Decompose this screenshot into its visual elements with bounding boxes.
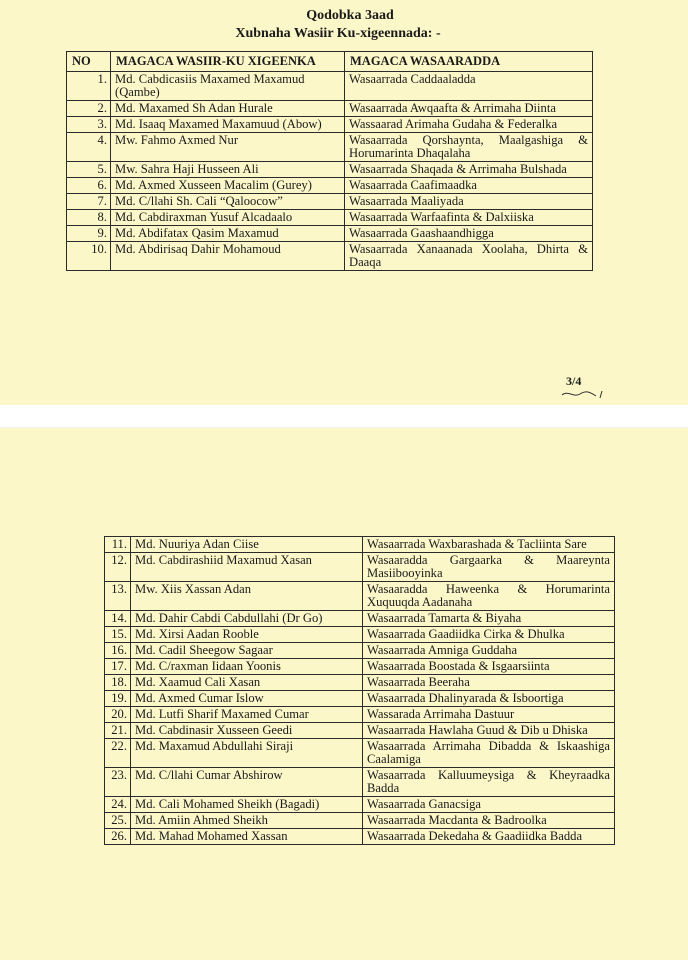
table-row	[105, 643, 615, 659]
ministry-name: Wasaarrada Caddaaladda	[345, 72, 593, 101]
deputy-minister-name: Md. Cabdirashiid Maxamud Xasan	[131, 553, 363, 582]
document-page-top	[0, 0, 688, 405]
deputy-minister-name: Mw. Xiis Xassan Adan	[131, 582, 363, 611]
deputy-minister-name: Mw. Fahmo Axmed Nur	[111, 133, 345, 162]
table-row	[105, 659, 615, 675]
table-row	[105, 707, 615, 723]
ministry-name: Wasaarrada Shaqada & Arrimaha Bulshada	[345, 162, 593, 178]
ministry-name: Wasaarrada Waxbarashada & Tacliinta Sare	[363, 537, 615, 553]
row-number: 13.	[105, 582, 131, 611]
table-row	[67, 162, 593, 178]
row-number: 5.	[67, 162, 111, 178]
deputy-minister-name: Md. Xaamud Cali Xasan	[131, 675, 363, 691]
ministry-name: Wasaarrada Qorshaynta, Maalgashiga & Horumarinta Dhaqalaha	[345, 133, 593, 162]
deputy-minister-name: Md. Cabdiraxman Yusuf Alcadaalo	[111, 210, 345, 226]
row-number: 12.	[105, 553, 131, 582]
deputy-minister-name: Md. Cabdicasiis Maxamed Maxamud (Qambe)	[111, 72, 345, 101]
table-row	[67, 72, 593, 101]
document-page-bottom	[0, 428, 688, 960]
deputy-minister-name: Md. Isaaq Maxamed Maxamuud (Abow)	[111, 117, 345, 133]
ministry-name: Wassarada Arrimaha Dastuur	[363, 707, 615, 723]
handwritten-mark-icon	[560, 389, 612, 399]
deputy-minister-name: Md. Abdifatax Qasim Maxamud	[111, 226, 345, 242]
ministry-name: Wasaarrada Tamarta & Biyaha	[363, 611, 615, 627]
ministry-name: Wasaarrada Caafimaadka	[345, 178, 593, 194]
row-number: 24.	[105, 797, 131, 813]
table-row	[105, 739, 615, 768]
deputy-ministers-table-2	[104, 536, 615, 845]
header-ministry: MAGACA WASAARADDA	[345, 52, 593, 72]
ministry-name: Wasaarrada Arrimaha Dibadda & Iskaashiga Caalamiga	[363, 739, 615, 768]
ministry-name: Wasaarrada Xanaanada Xoolaha, Dhirta & Daaqa	[345, 242, 593, 271]
row-number: 10.	[67, 242, 111, 271]
deputy-minister-name: Md. Axmed Xusseen Macalim (Gurey)	[111, 178, 345, 194]
table-row	[105, 691, 615, 707]
ministry-name: Wasaarrada Hawlaha Guud & Dib u Dhiska	[363, 723, 615, 739]
ministry-name: Wassaarad Arimaha Gudaha & Federalka	[345, 117, 593, 133]
ministry-name: Wasaarrada Macdanta & Badroolka	[363, 813, 615, 829]
ministry-name: Wasaarrada Beeraha	[363, 675, 615, 691]
row-number: 17.	[105, 659, 131, 675]
ministry-name: Wasaarrada Amniga Guddaha	[363, 643, 615, 659]
ministry-name: Wasaarrada Kalluumeysiga & Kheyraadka Badda	[363, 768, 615, 797]
ministry-name: Wasaarrada Warfaafinta & Dalxiiska	[345, 210, 593, 226]
deputy-minister-name: Md. C/llahi Sh. Cali “Qaloocow”	[111, 194, 345, 210]
table-header-row	[67, 52, 593, 72]
row-number: 16.	[105, 643, 131, 659]
table-row	[105, 537, 615, 553]
row-number: 1.	[67, 72, 111, 101]
header-deputy-name: MAGACA WASIIR-KU XIGEENKA	[111, 52, 345, 72]
deputy-minister-name: Md. Maxamud Abdullahi Siraji	[131, 739, 363, 768]
table-row	[105, 553, 615, 582]
ministry-name: Wasaarrada Dekedaha & Gaadiidka Badda	[363, 829, 615, 845]
table-row	[67, 226, 593, 242]
table-row	[67, 242, 593, 271]
table-row	[105, 582, 615, 611]
table-row	[67, 101, 593, 117]
table-row	[67, 133, 593, 162]
deputy-minister-name: Mw. Sahra Haji Husseen Ali	[111, 162, 345, 178]
deputy-minister-name: Md. Cabdinasir Xusseen Geedi	[131, 723, 363, 739]
table-row	[105, 627, 615, 643]
row-number: 14.	[105, 611, 131, 627]
deputy-minister-name: Md. Axmed Cumar Islow	[131, 691, 363, 707]
ministry-name: Wasaaradda Haweenka & Horumarinta Xuquuqda Aadanaha	[363, 582, 615, 611]
deputy-minister-name: Md. Mahad Mohamed Xassan	[131, 829, 363, 845]
ministry-name: Wasaarrada Ganacsiga	[363, 797, 615, 813]
deputy-minister-name: Md. Lutfi Sharif Maxamed Cumar	[131, 707, 363, 723]
row-number: 11.	[105, 537, 131, 553]
ministry-name: Wasaarrada Awqaafta & Arrimaha Diinta	[345, 101, 593, 117]
row-number: 18.	[105, 675, 131, 691]
row-number: 26.	[105, 829, 131, 845]
deputy-minister-name: Md. Maxamed Sh Adan Hurale	[111, 101, 345, 117]
row-number: 2.	[67, 101, 111, 117]
table-row	[105, 723, 615, 739]
deputy-minister-name: Md. Xirsi Aadan Rooble	[131, 627, 363, 643]
table-row	[67, 210, 593, 226]
table-row	[105, 813, 615, 829]
ministry-name: Wasaarrada Maaliyada	[345, 194, 593, 210]
table-row	[67, 178, 593, 194]
row-number: 15.	[105, 627, 131, 643]
deputy-minister-name: Md. Abdirisaq Dahir Mohamoud	[111, 242, 345, 271]
row-number: 25.	[105, 813, 131, 829]
table-row	[67, 194, 593, 210]
deputy-minister-name: Md. C/llahi Cumar Abshirow	[131, 768, 363, 797]
row-number: 8.	[67, 210, 111, 226]
section-subtitle: Xubnaha Wasiir Ku-xigeennada: -	[235, 26, 441, 41]
deputy-minister-name: Md. Nuuriya Adan Ciise	[131, 537, 363, 553]
row-number: 20.	[105, 707, 131, 723]
ministry-name: Wasaarrada Gaashaandhigga	[345, 226, 593, 242]
row-number: 23.	[105, 768, 131, 797]
ministry-name: Wasaarrada Gaadiidka Cirka & Dhulka	[363, 627, 615, 643]
table-row	[105, 675, 615, 691]
deputy-minister-name: Md. Cali Mohamed Sheikh (Bagadi)	[131, 797, 363, 813]
deputy-minister-name: Md. Amiin Ahmed Sheikh	[131, 813, 363, 829]
row-number: 19.	[105, 691, 131, 707]
table-row	[105, 611, 615, 627]
ministry-name: Wasaaradda Gargaarka & Maareynta Masiibooyinka	[363, 553, 615, 582]
section-title: Qodobka 3aad	[306, 8, 394, 23]
deputy-minister-name: Md. Cadil Sheegow Sagaar	[131, 643, 363, 659]
row-number: 3.	[67, 117, 111, 133]
page-gap	[0, 405, 688, 428]
row-number: 4.	[67, 133, 111, 162]
row-number: 21.	[105, 723, 131, 739]
table-row	[105, 797, 615, 813]
ministry-name: Wasaarrada Boostada & Isgaarsiinta	[363, 659, 615, 675]
row-number: 7.	[67, 194, 111, 210]
ministry-name: Wasaarrada Dhalinyarada & Isboortiga	[363, 691, 615, 707]
row-number: 9.	[67, 226, 111, 242]
table-row	[67, 117, 593, 133]
deputy-minister-name: Md. Dahir Cabdi Cabdullahi (Dr Go)	[131, 611, 363, 627]
header-no: NO	[67, 52, 111, 72]
row-number: 22.	[105, 739, 131, 768]
row-number: 6.	[67, 178, 111, 194]
deputy-minister-name: Md. C/raxman Iidaan Yoonis	[131, 659, 363, 675]
page-number: 3/4	[566, 374, 582, 388]
deputy-ministers-table-1	[66, 51, 593, 271]
table-row	[105, 768, 615, 797]
table-row	[105, 829, 615, 845]
